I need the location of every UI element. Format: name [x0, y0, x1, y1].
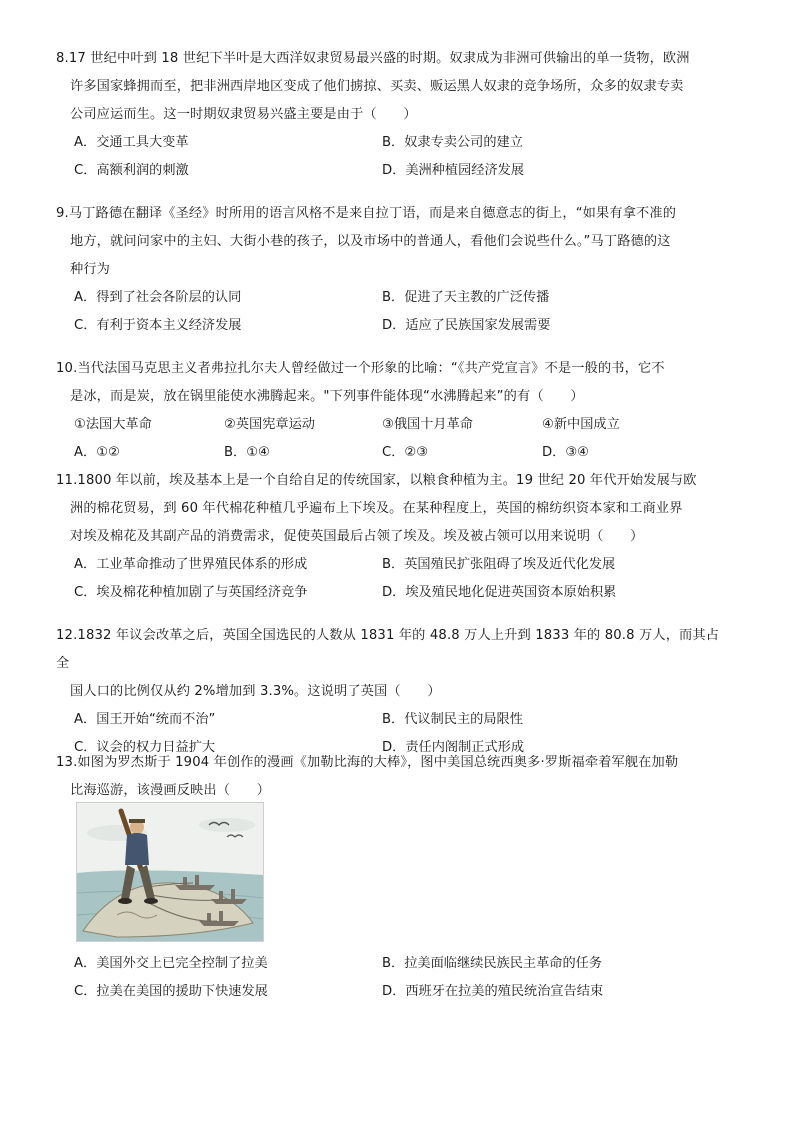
- question-stem-line: 是冰，而是炭，放在锅里能使水沸腾起来。"下列事件能体现“水沸腾起来”的有（ ）: [70, 389, 584, 404]
- question-stem-line: 比海巡游，该漫画反映出（ ）: [70, 783, 271, 798]
- option-d[interactable]: D．责任内阁制正式形成: [382, 740, 525, 755]
- question-9: [56, 200, 728, 340]
- option-c[interactable]: C．有利于资本主义经济发展: [74, 318, 242, 333]
- question-11: [56, 467, 728, 607]
- question-stem-line: 9.马丁路德在翻译《圣经》时所用的语言风格不是来自拉丁语，而是来自德意志的街上，“如果有拿不准的: [56, 206, 677, 221]
- option-b[interactable]: B．拉美面临继续民族民主革命的任务: [382, 956, 603, 971]
- option-b[interactable]: B．奴隶专卖公司的建立: [382, 135, 523, 150]
- item-2: ②英国宪章运动: [224, 417, 315, 432]
- option-d[interactable]: D．③④: [542, 445, 589, 460]
- options: [56, 551, 728, 607]
- option-a[interactable]: A．美国外交上已完全控制了拉美: [74, 956, 268, 971]
- question-10: [56, 355, 728, 467]
- option-a[interactable]: A．得到了社会各阶层的认同: [74, 290, 242, 305]
- options: [56, 411, 728, 467]
- option-c[interactable]: C．埃及棉花种植加剧了与英国经济竞争: [74, 585, 308, 600]
- question-13: [56, 749, 728, 805]
- option-a[interactable]: A．国王开始“统而不治”: [74, 712, 216, 727]
- option-d[interactable]: D．美洲种植园经济发展: [382, 163, 525, 178]
- option-b[interactable]: B．英国殖民扩张阻碍了埃及近代化发展: [382, 557, 616, 572]
- option-b[interactable]: B．①④: [224, 445, 270, 460]
- big-stick-cartoon-image: [76, 802, 264, 942]
- option-c[interactable]: C．拉美在美国的援助下快速发展: [74, 984, 268, 999]
- option-c[interactable]: C．高额利润的刺激: [74, 163, 189, 178]
- option-b[interactable]: B．代议制民主的局限性: [382, 712, 523, 727]
- options: [56, 129, 728, 185]
- option-d[interactable]: D．西班牙在拉美的殖民统治宣告结束: [382, 984, 604, 999]
- question-stem-line: 种行为: [70, 262, 111, 277]
- item-1: ①法国大革命: [74, 417, 152, 432]
- question-8: [56, 45, 728, 185]
- item-3: ③俄国十月革命: [382, 417, 473, 432]
- question-stem-line: 12.1832 年议会改革之后，英国全国选民的人数从 1831 年的 48.8 万人上升到 1833 年的 80.8 万人，而其占全: [56, 628, 720, 671]
- option-c[interactable]: C．议会的权力日益扩大: [74, 740, 216, 755]
- option-d[interactable]: D．埃及殖民地化促进英国资本原始积累: [382, 585, 617, 600]
- question-stem-line: 公司应运而生。这一时期奴隶贸易兴盛主要是由于（ ）: [70, 107, 417, 122]
- question-stem-line: 8.17 世纪中叶到 18 世纪下半叶是大西洋奴隶贸易最兴盛的时期。奴隶成为非洲可供输出的单一货物，欧洲: [56, 51, 690, 66]
- options: [56, 284, 728, 340]
- question-stem-line: 地方，就问问家中的主妇、大街小巷的孩子，以及市场中的普通人，看他们会说些什么。”马丁路德的这: [70, 234, 671, 249]
- question-stem-line: 11.1800 年以前，埃及基本上是一个自给自足的传统国家，以粮食种植为主。19 世纪 20 年代开始发展与欧: [56, 473, 697, 488]
- question-stem-line: 许多国家蜂拥而至，把非洲西岸地区变成了他们掳掠、买卖、贩运黑人奴隶的竞争场所，众多的奴隶专卖: [70, 79, 684, 94]
- question-stem-line: 洲的棉花贸易，到 60 年代棉花种植几乎遍布上下埃及。在某种程度上，英国的棉纺织资本家和工商业界: [70, 501, 683, 516]
- question-stem-line: 10.当代法国马克思主义者弗拉扎尔夫人曾经做过一个形象的比喻：“《共产党宣言》不是一般的书，它不: [56, 361, 665, 376]
- option-a[interactable]: A．①②: [74, 445, 120, 460]
- option-a[interactable]: A．工业革命推动了世界殖民体系的形成: [74, 557, 308, 572]
- question-stem-line: 国人口的比例仅从约 2%增加到 3.3%。这说明了英国（ ）: [70, 684, 441, 699]
- option-c[interactable]: C．②③: [382, 445, 429, 460]
- option-a[interactable]: A．交通工具大变革: [74, 135, 189, 150]
- question-stem-line: 对埃及棉花及其副产品的消费需求，促使英国最后占领了埃及。埃及被占领可以用来说明（ ）: [70, 529, 644, 544]
- item-list: [56, 411, 728, 439]
- option-d[interactable]: D．适应了民族国家发展需要: [382, 318, 551, 333]
- question-stem-line: 13.如图为罗杰斯于 1904 年创作的漫画《加勒比海的大棒》，图中美国总统西奥多·罗斯福牵着军舰在加勒: [56, 755, 679, 770]
- question-13-options: [56, 950, 728, 1006]
- options: [56, 950, 728, 1006]
- item-4: ④新中国成立: [542, 417, 620, 432]
- option-b[interactable]: B．促进了天主教的广泛传播: [382, 290, 550, 305]
- question-12: [56, 622, 728, 762]
